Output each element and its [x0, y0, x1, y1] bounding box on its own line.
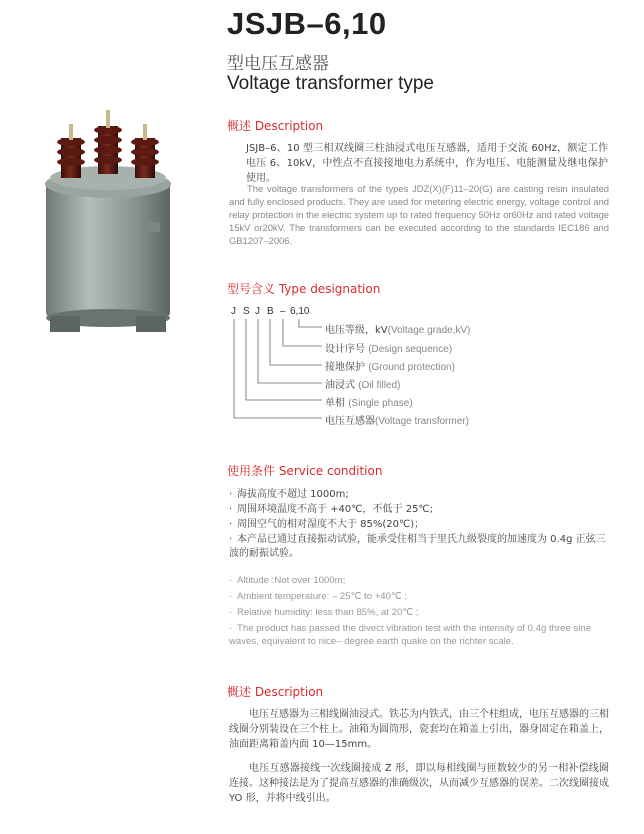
description-text-en: The voltage transformers of the types JDZ(X)(F)11–20(G) are casting resin insulated and fully enclosed products. They are used for metering electric energy, voltage control and relay protection in the electric system up to rated frequency 50Hz or60Hz and rated voltage 15kV or20kV. The transformers can be executed according to the standards IEC186 and GB1207–2006. [229, 183, 609, 246]
code-letter-j: J [231, 306, 236, 317]
condition-text: 周围环境温度不高于 +40℃，不低于 25℃; [237, 504, 434, 515]
description2-heading: 概述 Description [227, 685, 324, 699]
code-letter-j2: J [255, 306, 260, 317]
designation-item-cn: 电压等级，kV [325, 325, 388, 336]
designation-item-en: (Voltage transformer) [375, 416, 469, 427]
designation-item-en: (Design sequence) [368, 344, 453, 355]
code-suffix: 6,10 [290, 306, 310, 317]
code-letter-b: B [267, 306, 274, 317]
code-letter-s: S [243, 306, 250, 317]
condition-en-vibration: · The product has passed the divect vibration test with the intensity of 0.4g three sine waves, equivalent to nice– degree earth quake on the richter scale. [229, 623, 592, 647]
designation-item-voltage-grade [325, 321, 470, 336]
code-dash: – [280, 306, 286, 317]
condition-text: Altitude :Not over 1000m; [237, 575, 346, 586]
designation-item-ground-protection [325, 358, 455, 373]
designation-item-cn: 油浸式 [325, 380, 355, 391]
condition-en-temperature: · Ambient temperature: – 25℃ to +40℃ ; [229, 591, 408, 602]
designation-item-voltage-transformer [325, 412, 469, 427]
service-condition-heading: 使用条件 Service condition [227, 464, 383, 478]
title-chinese: 型电压互感器 [227, 54, 329, 74]
description-heading: 概述 Description [227, 119, 324, 133]
designation-item-en: (Ground protection) [368, 362, 455, 373]
designation-item-cn: 设计序号 [325, 344, 365, 355]
title-english: Voltage transformer type [227, 73, 434, 94]
designation-item-single-phase [325, 394, 413, 409]
designation-item-cn: 接地保护 [325, 362, 365, 373]
condition-text: Relative humidity: less than 85%, at 20℃ ; [237, 607, 419, 618]
description-text-cn: JSJB–6、10 型三相双线圈三柱油浸式电压互感器，适用于交流 60Hz，额定工作电压 6、10kV，中性点不直接接地电力系统中，作为电压、电能测量及继电保护使用。 [246, 143, 608, 184]
condition-en-humidity: · Relative humidity: less than 85%, at 20℃ ; [229, 607, 419, 618]
designation-item-oil-filled [325, 376, 400, 391]
condition-text: The product has passed the divect vibration test with the intensity of 0.4g three sine waves, equivalent to nice– degree earth quake on the richter scale. [229, 623, 592, 647]
condition-text: 海拔高度不超过 1000m; [237, 489, 349, 500]
model-number: JSJB–6,10 [227, 6, 387, 41]
designation-item-cn: 电压互感器 [325, 416, 375, 427]
transformer-image [28, 104, 188, 344]
condition-cn-vibration: · 本产品已通过直接振动试验，能承受住相当于里氏九级裂度的加速度为 0.4g 正弦三波的耐振试验。 [229, 534, 606, 559]
designation-item-cn: 单相 [325, 398, 345, 409]
description2-paragraph-2: 电压互感器接线一次线圈接成 Z 形，即以每相线圈与匝数较少的另一相补偿线圈连接。这种接法是为了提高互感器的准确级次，从而减少互感器的误差。二次线圈接成 YO 形，并将中线引出。 [229, 763, 609, 804]
condition-cn-altitude: · 海拔高度不超过 1000m; [229, 489, 349, 500]
condition-text: 周围空气的相对湿度不大于 85%(20℃)； [237, 519, 425, 530]
condition-text: Ambient temperature: – 25℃ to +40℃ ; [237, 591, 408, 602]
condition-cn-humidity: · 周围空气的相对湿度不大于 85%(20℃)； [229, 519, 425, 530]
condition-cn-temperature: · 周围环境温度不高于 +40℃，不低于 25℃; [229, 504, 434, 515]
designation-item-en: (Single phase) [348, 398, 413, 409]
designation-item-en: (Voltage grade,kV) [387, 325, 471, 336]
designation-item-en: (Oil filled) [358, 380, 401, 391]
description2-paragraph-1: 电压互感器为三相线圈油浸式。铁芯为内铁式，由三个柱组成，电压互感器的三相线圈分别装设在三个柱上。油箱为圆筒形，瓷套均在箱盖上引出，器身固定在箱盖上，油面距离箱盖内面 10—15mm。 [229, 709, 609, 750]
designation-item-design-sequence [325, 340, 452, 355]
type-designation-heading: 型号含义 Type designation [227, 282, 381, 296]
condition-text: 本产品已通过直接振动试验，能承受住相当于里氏九级裂度的加速度为 0.4g 正弦三波的耐振试验。 [229, 534, 606, 559]
condition-en-altitude: · Altitude :Not over 1000m; [229, 575, 346, 586]
